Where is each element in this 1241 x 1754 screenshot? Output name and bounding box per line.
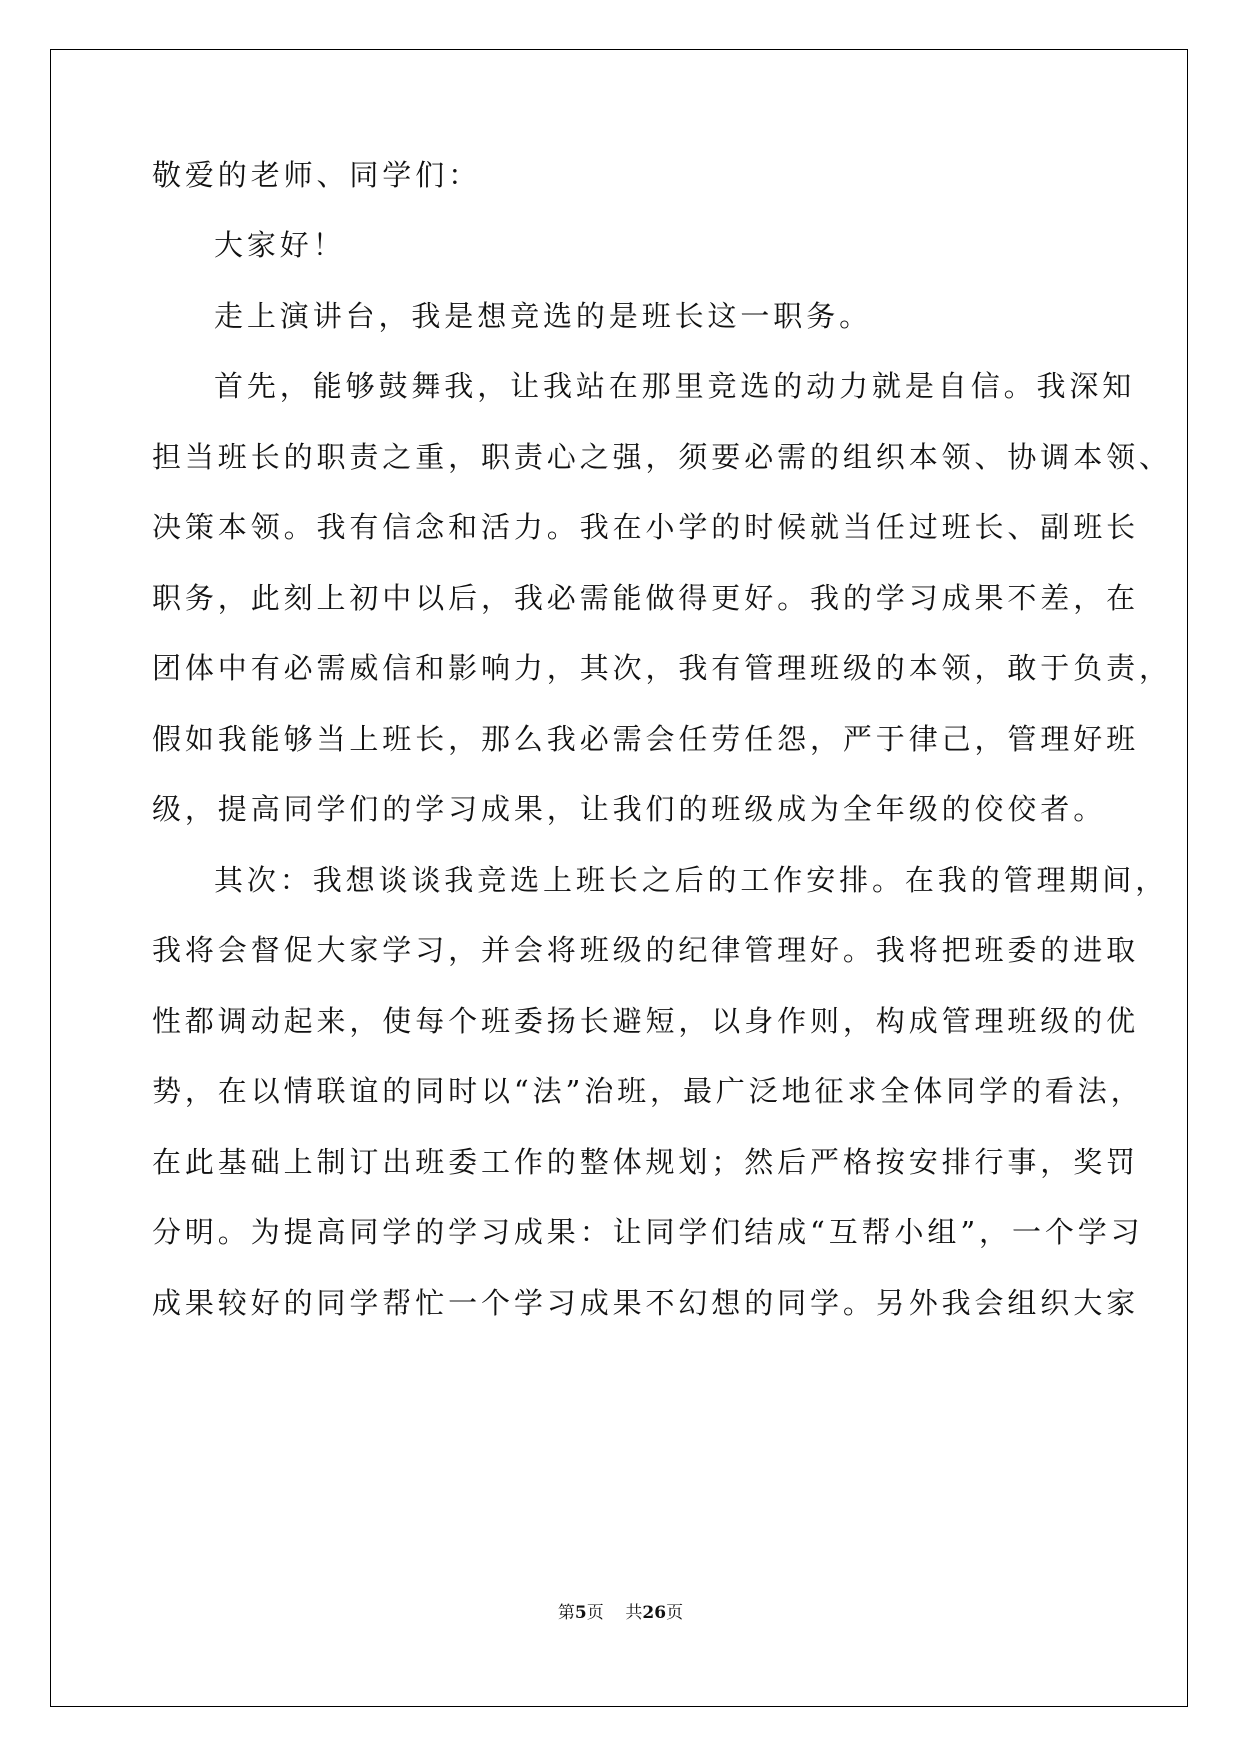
page-footer xyxy=(0,1598,1241,1623)
paragraph-line: 假如我能够当上班长，那么我必需会任劳任怨，严于律己，管理好班 xyxy=(152,722,1140,756)
greeting-line: 大家好！ xyxy=(214,228,346,262)
paragraph-line: 性都调动起来，使每个班委扬长避短，以身作则，构成管理班级的优 xyxy=(152,1004,1140,1038)
salutation-line: 敬爱的老师、同学们： xyxy=(152,158,482,192)
paragraph-line: 分明。为提高同学的学习成果：让同学们结成“互帮小组”，一个学习 xyxy=(152,1215,1144,1249)
paragraph-line: 担当班长的职责之重，职责心之强，须要必需的组织本领、协调本领、 xyxy=(152,440,1172,474)
paragraph-line: 首先，能够鼓舞我，让我站在那里竞选的动力就是自信。我深知 xyxy=(214,369,1136,403)
paragraph-line: 级，提高同学们的学习成果，让我们的班级成为全年级的佼佼者。 xyxy=(152,792,1107,826)
paragraph-line: 走上演讲台，我是想竞选的是班长这一职务。 xyxy=(214,299,873,333)
paragraph-line: 势，在以情联谊的同时以“法”治班，最广泛地征求全体同学的看法， xyxy=(152,1074,1144,1108)
paragraph-line: 职务，此刻上初中以后，我必需能做得更好。我的学习成果不差，在 xyxy=(152,581,1140,615)
paragraph-line: 团体中有必需威信和影响力，其次，我有管理班级的本领，敢于负责， xyxy=(152,651,1172,685)
page-prefix: 第 xyxy=(557,1603,575,1623)
paragraph-line: 我将会督促大家学习，并会将班级的纪律管理好。我将把班委的进取 xyxy=(152,933,1140,967)
total-prefix: 共 xyxy=(625,1603,643,1623)
paragraph-line: 在此基础上制订出班委工作的整体规划；然后严格按安排行事，奖罚 xyxy=(152,1145,1140,1179)
total-suffix: 页 xyxy=(666,1603,684,1623)
page-suffix: 页 xyxy=(586,1603,604,1623)
total-pages: 26 xyxy=(642,1603,667,1623)
paragraph-line: 决策本领。我有信念和活力。我在小学的时候就当任过班长、副班长 xyxy=(152,510,1140,544)
paragraph-line: 成果较好的同学帮忙一个学习成果不幻想的同学。另外我会组织大家 xyxy=(152,1286,1140,1320)
page-number: 5 xyxy=(574,1603,587,1623)
paragraph-line: 其次：我想谈谈我竞选上班长之后的工作安排。在我的管理期间， xyxy=(214,863,1169,897)
